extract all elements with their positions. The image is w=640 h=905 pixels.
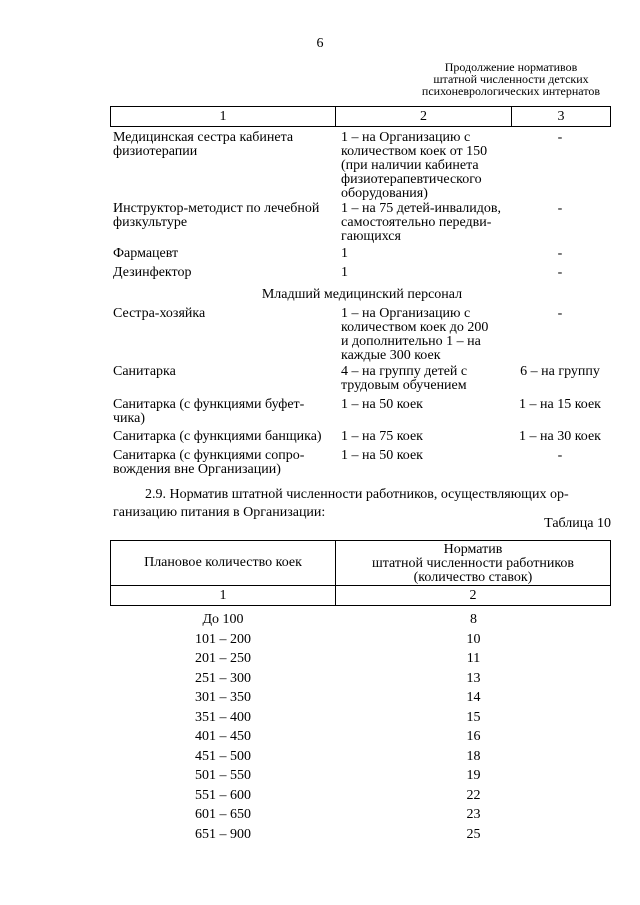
cell-text: Дезинфектор [113, 265, 192, 280]
cell-text: 1 – на 50 коек [341, 448, 423, 463]
cell-text: (при наличии кабинета [341, 158, 479, 173]
cell-text: количеством коек до 200 [341, 320, 489, 335]
table-cell-norm-group: 1 – на 30 коек [519, 429, 601, 444]
cell-text: Медицинская сестра кабинета [113, 130, 294, 145]
table10-rate-cell: 18 [466, 749, 481, 764]
cell-text: 1 [341, 265, 348, 280]
continuation-line: штатной численности детских [433, 72, 589, 86]
table-header-col-3: 3 [511, 106, 611, 127]
table-cell-norm-group: - [557, 130, 563, 145]
table10-rate-cell: 11 [466, 651, 481, 666]
table-row [113, 398, 341, 426]
table-cell-norm [341, 202, 511, 244]
table10-rate-cell: 23 [466, 807, 481, 822]
table10-beds-cell: 351 – 400 [195, 710, 251, 725]
continuation-line: Продолжение нормативов [444, 60, 578, 74]
table-cell-norm-group: - [557, 265, 563, 280]
table10-rate-cell: 19 [466, 768, 481, 783]
table-row [113, 247, 341, 261]
table10-num-right: 2 [335, 585, 611, 606]
table-cell-norm-group: - [557, 448, 563, 463]
cell-text: 1 – на Организацию с [341, 306, 471, 321]
table10-beds-cell: 251 – 300 [195, 671, 251, 686]
table10-beds-cell: 601 – 650 [195, 807, 251, 822]
table-row [113, 202, 341, 230]
table-caption: Таблица 10 [544, 516, 611, 531]
table10-header-left: Плановое количество коек [110, 540, 336, 586]
table-header-col-1: 1 [110, 106, 336, 127]
continuation-line: психоневрологических интернатов [421, 84, 601, 98]
table10-beds-cell: 201 – 250 [195, 651, 251, 666]
cell-text: чика) [113, 411, 145, 426]
cell-text: вождения вне Организации) [113, 462, 281, 477]
table10-beds-cell: 501 – 550 [195, 768, 251, 783]
cell-text: 1 – на 75 детей-инвалидов, [341, 201, 501, 216]
table-row [113, 307, 341, 321]
table10-beds-cell: 551 – 600 [195, 788, 251, 803]
table-cell-norm [341, 365, 511, 393]
table-row [113, 430, 341, 444]
cell-text: Санитарка (с функциями буфет- [113, 397, 305, 412]
table10-beds-cell: 301 – 350 [195, 690, 251, 705]
table-cell-norm-group: 6 – на группу [520, 364, 600, 379]
cell-text: 1 – на 75 коек [341, 429, 423, 444]
table10-rate-cell: 16 [466, 729, 481, 744]
cell-text: физиотерапевтического [341, 172, 482, 187]
header-line: штатной численности работников [371, 556, 575, 571]
table10-beds-cell: До 100 [202, 612, 244, 627]
table-row [113, 266, 341, 280]
cell-text: и дополнительно 1 – на [341, 334, 481, 349]
table-cell-norm [341, 307, 511, 363]
table-row [113, 365, 341, 379]
table10-beds-cell: 101 – 200 [195, 632, 251, 647]
cell-text: Фармацевт [113, 246, 179, 261]
table-cell-norm-group: - [557, 201, 563, 216]
table-cell-norm [341, 449, 511, 463]
header-line: (количество ставок) [413, 570, 533, 585]
cell-text: Санитарка (с функциями сопро- [113, 448, 305, 463]
cell-text: Санитарка [113, 364, 176, 379]
table-cell-norm-group: 1 – на 15 коек [519, 397, 601, 412]
cell-text: 4 – на группу детей с [341, 364, 468, 379]
cell-text: физиотерапии [113, 144, 198, 159]
table-header-col-2: 2 [335, 106, 512, 127]
table-cell-norm [341, 398, 511, 412]
table-cell-norm-group: - [557, 246, 563, 261]
cell-text: гающихся [341, 229, 401, 244]
cell-text: 1 – на 50 коек [341, 397, 423, 412]
cell-text: самостоятельно передви- [341, 215, 492, 230]
paragraph-line: 2.9. Норматив штатной численности работников, осуществляющих ор- [145, 487, 569, 502]
table10-rate-cell: 14 [466, 690, 481, 705]
table10-rate-cell: 13 [466, 671, 481, 686]
table-row [113, 449, 341, 477]
table10-num-left: 1 [110, 585, 336, 606]
table10-beds-cell: 651 – 900 [195, 827, 251, 842]
table-cell-norm [341, 131, 511, 201]
table-cell-norm [341, 266, 511, 280]
table-cell-norm-group: - [557, 306, 563, 321]
cell-text: каждые 300 коек [341, 348, 441, 363]
header-line: Норматив [443, 542, 503, 557]
cell-text: Санитарка (с функциями банщика) [113, 429, 322, 444]
cell-text: Инструктор-методист по лечебной [113, 201, 320, 216]
cell-text: 1 – на Организацию с [341, 130, 471, 145]
table10-beds-cell: 451 – 500 [195, 749, 251, 764]
cell-text: оборудования) [341, 186, 428, 201]
cell-text: 1 [341, 246, 348, 261]
section-heading: Младший медицинский персонал [261, 287, 463, 302]
table10-rate-cell: 8 [470, 612, 477, 627]
table10-header-right [335, 540, 611, 586]
table10-rate-cell: 25 [466, 827, 481, 842]
cell-text: Сестра-хозяйка [113, 306, 206, 321]
page-number: 6 [316, 36, 324, 51]
cell-text: трудовым обучением [341, 378, 467, 393]
paragraph-line: ганизацию питания в Организации: [113, 505, 326, 520]
table10-beds-cell: 401 – 450 [195, 729, 251, 744]
table-cell-norm [341, 430, 511, 444]
cell-text: физкультуре [113, 215, 188, 230]
table-cell-norm [341, 247, 511, 261]
table-row [113, 131, 341, 159]
table10-rate-cell: 10 [466, 632, 481, 647]
continuation-heading [400, 61, 622, 97]
cell-text: количеством коек от 150 [341, 144, 488, 159]
table10-rate-cell: 22 [466, 788, 481, 803]
table10-rate-cell: 15 [466, 710, 481, 725]
